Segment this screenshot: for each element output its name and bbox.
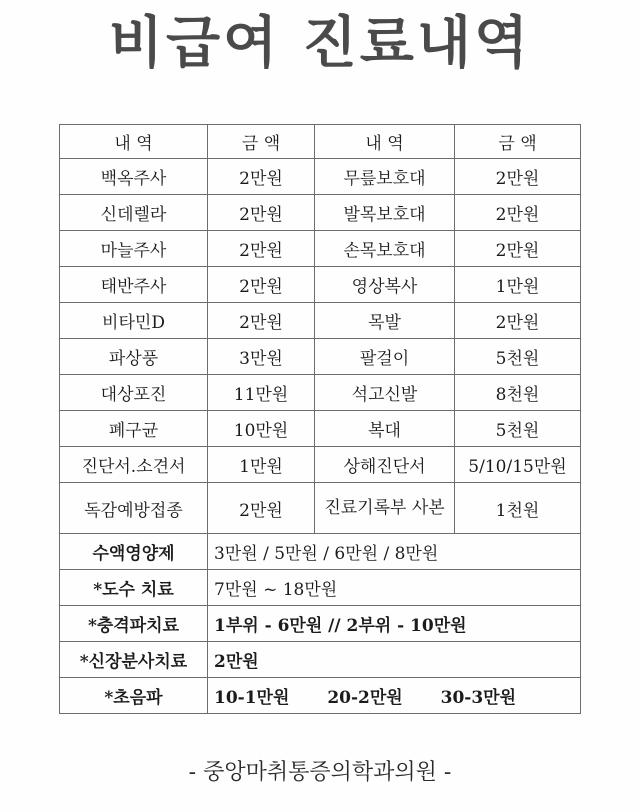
- item-name: 영상복사: [315, 267, 455, 303]
- item-price: 10만원: [208, 411, 315, 447]
- item-name: 백옥주사: [60, 159, 208, 195]
- item-price: 2만원: [455, 303, 581, 339]
- item-price: 2만원: [208, 641, 581, 677]
- item-name: 신데렐라: [60, 195, 208, 231]
- item-name: *신장분사치료: [60, 641, 208, 677]
- item-name: 파상풍: [60, 339, 208, 375]
- item-price: [208, 677, 581, 713]
- header-price: 금 액: [208, 125, 315, 159]
- item-price: 5/10/15만원: [455, 447, 581, 483]
- item-name: *충격파치료: [60, 605, 208, 641]
- item-price: 2만원: [208, 303, 315, 339]
- item-price: 8천원: [455, 375, 581, 411]
- item-name: 무릎보호대: [315, 159, 455, 195]
- item-name: 복대: [315, 411, 455, 447]
- item-name: 독감예방접종: [60, 483, 208, 533]
- table-row: [60, 411, 581, 447]
- item-price: 3만원: [208, 339, 315, 375]
- item-price: 5천원: [455, 411, 581, 447]
- item-name: 마늘주사: [60, 231, 208, 267]
- table-row: [60, 533, 581, 569]
- table-row: [60, 483, 581, 533]
- ultrasound-price: 20-2만원: [327, 687, 403, 708]
- table-row: [60, 447, 581, 483]
- item-name: 석고신발: [315, 375, 455, 411]
- item-price: 2만원: [455, 231, 581, 267]
- item-name: 발목보호대: [315, 195, 455, 231]
- item-name: 수액영양제: [60, 533, 208, 569]
- item-price: 2만원: [455, 195, 581, 231]
- table-row: [60, 303, 581, 339]
- clinic-name: - 중앙마취통증의학과의원 -: [188, 760, 452, 785]
- ultrasound-price: 10-1만원: [214, 687, 290, 708]
- item-name: 폐구균: [60, 411, 208, 447]
- item-name: 목발: [315, 303, 455, 339]
- ultrasound-price: 30-3만원: [440, 687, 517, 708]
- item-price: 3만원 / 5만원 / 6만원 / 8만원: [208, 533, 581, 569]
- table-header-row: [60, 125, 581, 159]
- item-price: 2만원: [208, 231, 315, 267]
- item-name: 태반주사: [60, 267, 208, 303]
- item-name: 손목보호대: [315, 231, 455, 267]
- table-row: [60, 267, 581, 303]
- table-row: [60, 677, 581, 713]
- item-price: 2만원: [208, 267, 315, 303]
- header-price: 금 액: [455, 125, 581, 159]
- item-name: 팔걸이: [315, 339, 455, 375]
- item-price: 2만원: [208, 195, 315, 231]
- table-row: [60, 605, 581, 641]
- table-row: [60, 231, 581, 267]
- item-name: *도수 치료: [60, 569, 208, 605]
- item-price: 1부위 - 6만원 // 2부위 - 10만원: [208, 605, 581, 641]
- item-price: 2만원: [208, 483, 315, 533]
- header-item: 내 역: [60, 125, 208, 159]
- item-price: 2만원: [455, 159, 581, 195]
- page-title: 비급여 진료내역: [108, 11, 532, 76]
- item-name: 진료기록부 사본: [315, 483, 455, 533]
- item-price: 1천원: [455, 483, 581, 533]
- item-name: 상해진단서: [315, 447, 455, 483]
- item-name: *초음파: [60, 677, 208, 713]
- item-price: 1만원: [208, 447, 315, 483]
- table-row: [60, 641, 581, 677]
- item-name: 진단서.소견서: [60, 447, 208, 483]
- item-price: 1만원: [455, 267, 581, 303]
- item-price: 7만원 ~ 18만원: [208, 569, 581, 605]
- table-row: [60, 569, 581, 605]
- table-row: [60, 339, 581, 375]
- header-item: 내 역: [315, 125, 455, 159]
- table-row: [60, 375, 581, 411]
- table-row: [60, 159, 581, 195]
- item-price: 2만원: [208, 159, 315, 195]
- item-name: 대상포진: [60, 375, 208, 411]
- price-table: [59, 124, 581, 714]
- table-row: [60, 195, 581, 231]
- item-name: 비타민D: [60, 303, 208, 339]
- item-price: 5천원: [455, 339, 581, 375]
- item-price: 11만원: [208, 375, 315, 411]
